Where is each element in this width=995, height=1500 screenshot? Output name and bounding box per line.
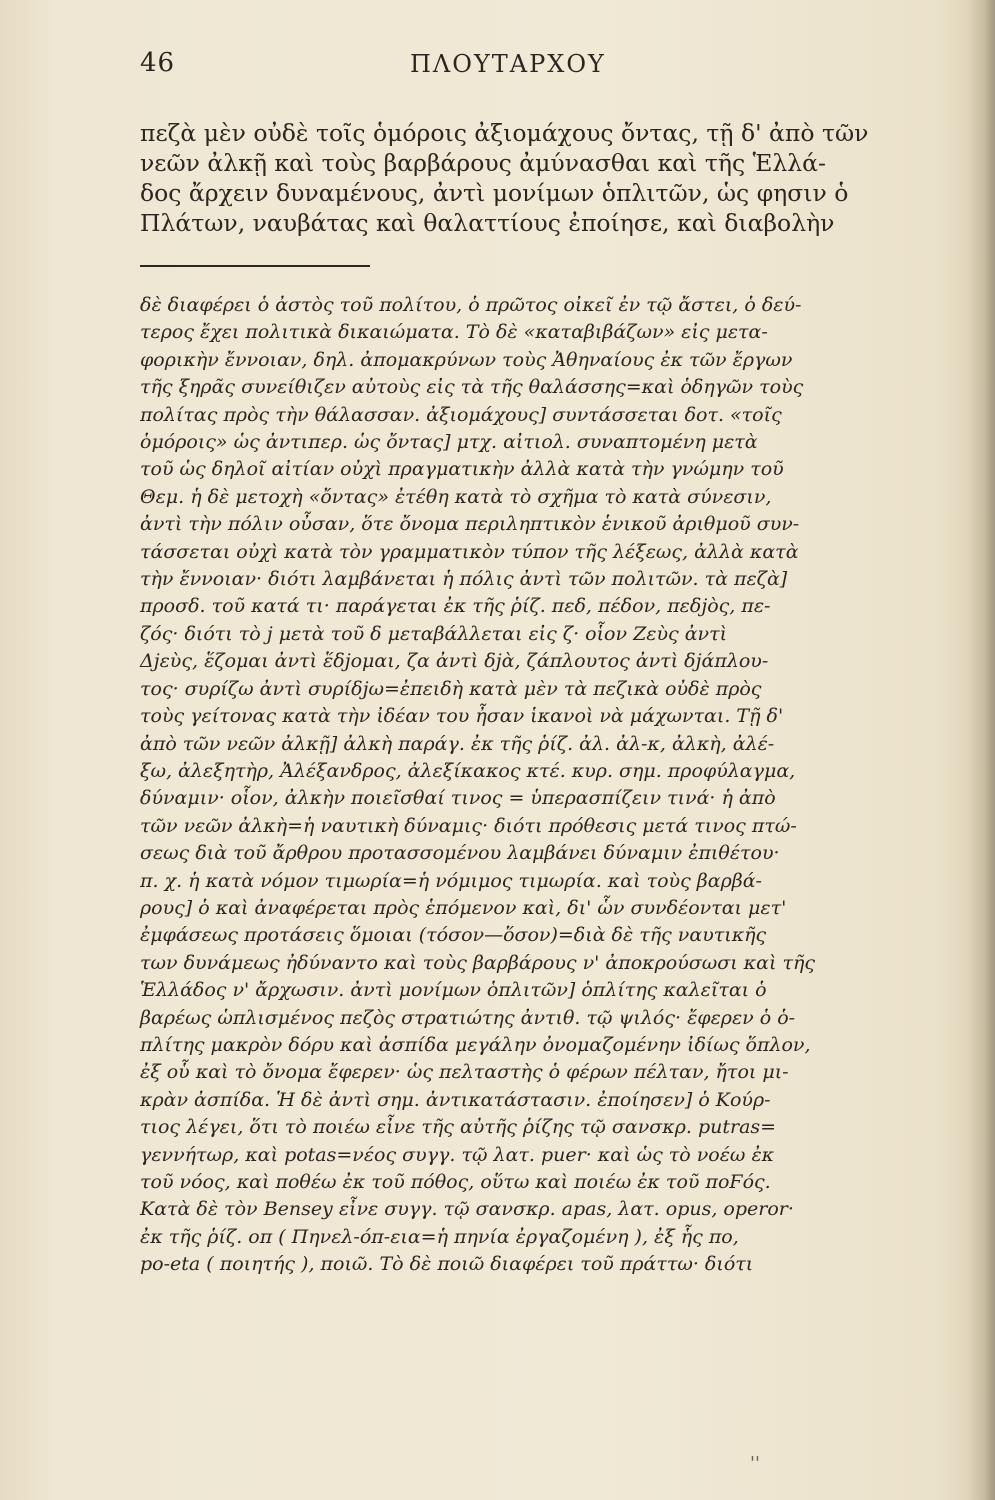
note-line: Κατὰ δὲ τὸν Bensey εἶνε συγγ. τῷ σανσκρ. apas, λατ. opus, operor· bbox=[140, 1198, 794, 1221]
note-line: π. χ. ἡ κατὰ νόμον τιμωρία=ἡ νόμιμος τιμωρία. καὶ τοὺς βαρβά- bbox=[140, 869, 762, 892]
note-line: τῆς ξηρᾶς συνείθιζεν αὐτοὺς εἰς τὰ τῆς θαλάσσης=καὶ ὁδηγῶν τοὺς bbox=[140, 376, 804, 399]
note-line: ρους] ὁ καὶ ἀναφέρεται πρὸς ἑπόμενον καὶ, δι' ὧν συνδέονται μετ' bbox=[140, 896, 787, 919]
page-header bbox=[140, 48, 880, 88]
footnote-separator bbox=[140, 265, 370, 267]
main-text-line: πεζὰ μὲν οὐδὲ τοῖς ὁμόροις ἀξιομάχους ὄντας, τῇ δ' ἀπὸ τῶν bbox=[140, 119, 869, 147]
main-text-line: νεῶν ἀλκῇ καὶ τοὺς βαρβάρους ἀμύνασθαι καὶ τῆς Ἑλλά- bbox=[140, 149, 826, 177]
note-line: ἀπὸ τῶν νεῶν ἀλκῇ] ἀλκὴ παράγ. ἐκ τῆς ῥίζ. ἀλ. ἀλ-κ, ἀλκὴ, ἀλέ- bbox=[140, 732, 775, 755]
note-line: σεως διὰ τοῦ ἄρθρου προτασσομένου λαμβάνει δύναμιν ἐπιθέτου· bbox=[140, 842, 780, 865]
note-line: ζός· διότι τὸ j μετὰ τοῦ δ μεταβάλλεται εἰς ζ· οἷον Ζεὺς ἀντὶ bbox=[140, 622, 728, 645]
note-line: κρὰν ἀσπίδα. Ἡ δὲ ἀντὶ σημ. ἀντικατάστασιν. ἐποίησεν] ὁ Κούρ- bbox=[140, 1088, 771, 1111]
note-line: τὴν ἔννοιαν· διότι λαμβάνεται ἡ πόλις ἀντὶ τῶν πολιτῶν. τὰ πεζὰ] bbox=[140, 568, 788, 591]
note-line: φορικὴν ἔννοιαν, δηλ. ἀπομακρύνων τοὺς Ἀθηναίους ἐκ τῶν ἔργων bbox=[140, 348, 793, 371]
note-line: ἐκ τῆς ῥίζ. οπ ( Πηνελ-όπ-εια=ἡ πηνία ἐργαζομένη ), ἐξ ἧς πο, bbox=[140, 1225, 739, 1248]
note-line: τερος ἔχει πολιτικὰ δικαιώματα. Τὸ δὲ «καταβιβάζων» εἰς μετα- bbox=[140, 321, 768, 344]
note-line: δύναμιν· οἷον, ἀλκὴν ποιεῖσθαί τινος = ὑπερασπίζειν τινά· ἡ ἀπὸ bbox=[140, 787, 776, 810]
main-text-line: δος ἄρχειν δυναμένους, ἀντὶ μονίμων ὁπλιτῶν, ὡς φησιν ὁ bbox=[140, 179, 849, 207]
note-line: ἀντὶ τὴν πόλιν οὖσαν, ὅτε ὄνομα περιληπτικὸν ἑνικοῦ ἀριθμοῦ συν- bbox=[140, 513, 800, 536]
main-text bbox=[140, 118, 888, 238]
note-line: τοῦ ὡς δηλοῖ αἰτίαν οὐχὶ πραγματικὴν ἀλλὰ κατὰ τὴν γνώμην τοῦ bbox=[140, 458, 784, 481]
note-line: βαρέως ὡπλισμένος πεζὸς στρατιώτης ἀντιθ. τῷ ψιλός· ἔφερεν ὁ ὁ- bbox=[140, 1006, 796, 1029]
note-line: των δυνάμεως ἠδύναντο καὶ τοὺς βαρβάρους ν' ἀποκρούσωσι καὶ τῆς bbox=[140, 951, 816, 974]
note-line: τῶν νεῶν ἀλκὴ=ἡ ναυτικὴ δύναμις· διότι πρόθεσις μετά τινος πτώ- bbox=[140, 814, 797, 837]
note-line: ξω, ἀλεξητὴρ, Ἀλέξανδρος, ἀλεξίκακος κτέ. κυρ. σημ. προφύλαγμα, bbox=[140, 759, 796, 782]
note-line: προσδ. τοῦ κατά τι· παράγεται ἐκ τῆς ῥίζ. πεδ, πέδον, πεδjὸς, πε- bbox=[140, 595, 771, 618]
note-line: τοῦ νόος, καὶ ποθέω ἐκ τοῦ πόθος, οὕτω καὶ ποιέω ἐκ τοῦ ποϜός. bbox=[140, 1171, 771, 1193]
running-title: ΠΛΟΥΤΑΡΧΟΥ bbox=[410, 50, 606, 78]
bottom-mark: '' bbox=[750, 1453, 760, 1474]
note-line: γεννήτωρ, καὶ potas=νέος συγγ. τῷ λατ. puer· καὶ ὡς τὸ νοέω ἐκ bbox=[140, 1143, 775, 1166]
note-line: ἐξ οὗ καὶ τὸ ὄνομα ἔφερεν· ὡς πελταστὴς ὁ φέρων πέλταν, ἤτοι μι- bbox=[140, 1061, 789, 1084]
page-number: 46 bbox=[140, 48, 176, 78]
note-line: τος· συρίζω ἀντὶ συρίδjω=ἐπειδὴ κατὰ μὲν τὰ πεζικὰ οὐδὲ πρὸς bbox=[140, 677, 762, 700]
note-line: τάσσεται οὐχὶ κατὰ τὸν γραμματικὸν τύπον τῆς λέξεως, ἀλλὰ κατὰ bbox=[140, 540, 799, 563]
note-line: ὁμόροις» ὡς ἀντιπερ. ὡς ὄντας] μτχ. αἰτιολ. συναπτομένη μετὰ bbox=[140, 431, 758, 454]
note-line: ἐμφάσεως προτάσεις ὅμοιαι (τόσον—ὅσον)=διὰ δὲ τῆς ναυτικῆς bbox=[140, 924, 767, 947]
note-line: τοὺς γείτονας κατὰ τὴν ἰδέαν του ἦσαν ἱκανοὶ νὰ μάχωνται. Τῇ δ' bbox=[140, 705, 784, 728]
note-line: Θεμ. ἡ δὲ μετοχὴ «ὄντας» ἐτέθη κατὰ τὸ σχῆμα τὸ κατὰ σύνεσιν, bbox=[140, 485, 772, 508]
note-line: τιος λέγει, ὅτι τὸ ποιέω εἶνε τῆς αὐτῆς ῥίζης τῷ σανσκρ. putras= bbox=[140, 1116, 777, 1139]
note-line: Δjεὺς, ἕζομαι ἀντὶ ἕδjομαι, ζα ἀντὶ δjὰ, ζάπλουτος ἀντὶ δjάπλου- bbox=[140, 650, 769, 673]
note-line: Ἑλλάδος ν' ἄρχωσιν. ἀντὶ μονίμων ὁπλιτῶν] ὁπλίτης καλεῖται ὁ bbox=[140, 979, 767, 1002]
note-line: πλίτης μακρὸν δόρυ καὶ ἀσπίδα μεγάλην ὀνομαζομένην ἰδίως ὅπλον, bbox=[140, 1033, 811, 1056]
commentary-notes bbox=[140, 292, 888, 1279]
main-text-line: Πλάτων, ναυβάτας καὶ θαλαττίους ἐποίησε, καὶ διαβολὴν bbox=[140, 209, 835, 237]
note-line: πολίτας πρὸς τὴν θάλασσαν. ἀξιομάχους] συντάσσεται δοτ. «τοῖς bbox=[140, 403, 782, 426]
note-line: δὲ διαφέρει ὁ ἀστὸς τοῦ πολίτου, ὁ πρῶτος οἰκεῖ ἐν τῷ ἄστει, ὁ δεύ- bbox=[140, 294, 802, 316]
page-gutter-shadow bbox=[967, 0, 995, 1500]
note-line: po-eta ( ποιητής ), ποιῶ. Τὸ δὲ ποιῶ διαφέρει τοῦ πράττω· διότι bbox=[140, 1253, 754, 1276]
